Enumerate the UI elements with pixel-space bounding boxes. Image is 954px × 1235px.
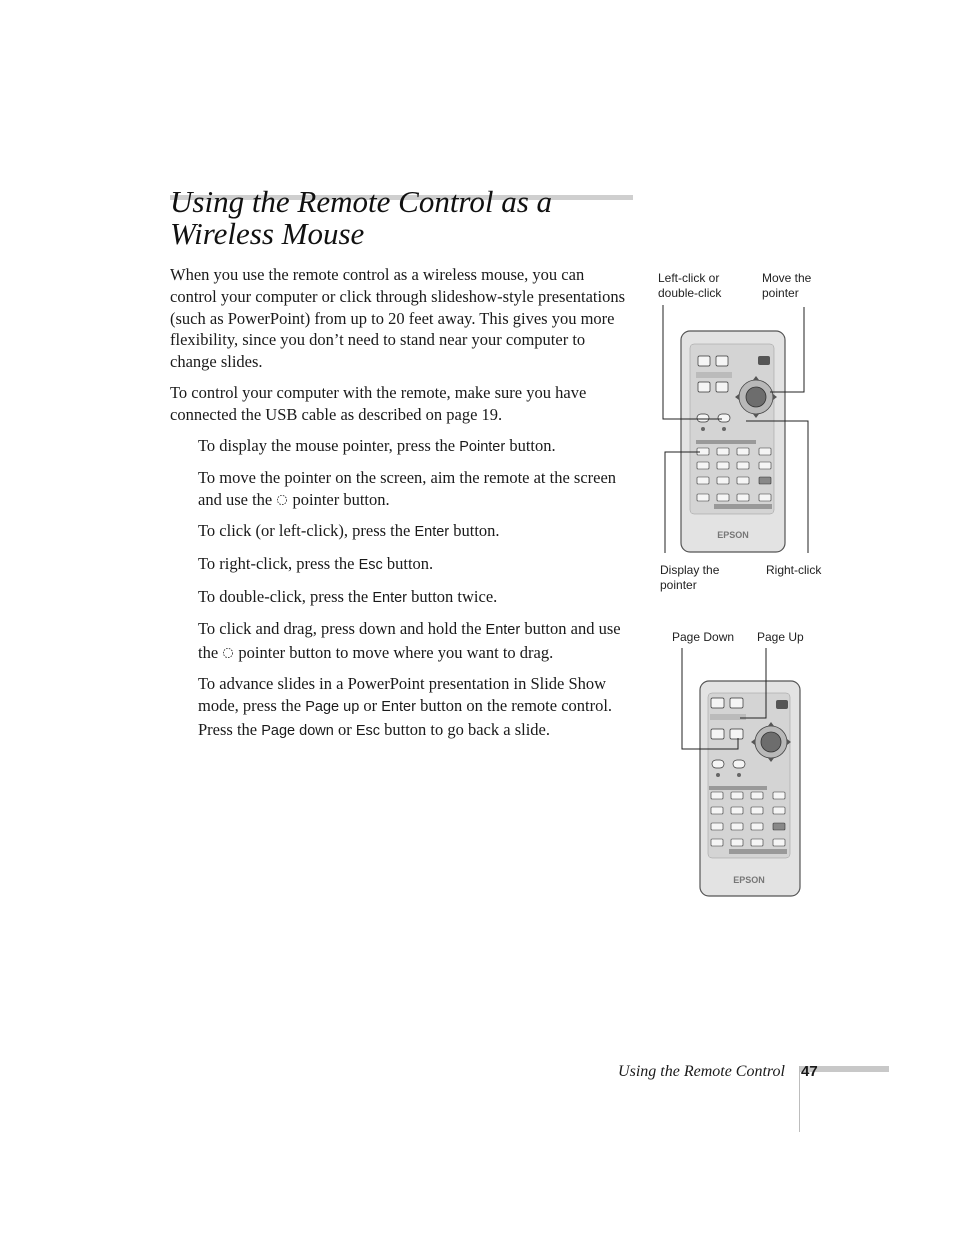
- step-advance-slides: To advance slides in a PowerPoint presentation in Slide Show mode, press the Page up or Enter button on the remote control. Press the Page down or Esc button to go back a slide.: [198, 673, 613, 739]
- step-move-pointer: To move the pointer on the screen, aim the remote at the screen and use the pointer button.: [198, 468, 617, 510]
- label-left-click: Left-click or double-click: [658, 271, 722, 300]
- intro-paragraph: When you use the remote control as a wireless mouse, you can control your computer or click through slideshow-style presentations (such as PowerPoint) from up to 20 feet away. This gives you more flexibility, since you don’t need to stand near your computer to change slides.: [170, 265, 626, 372]
- esc-button-name: Esc: [358, 556, 383, 573]
- enter-button-name: Enter: [485, 622, 521, 639]
- footer-section-title: Using the Remote Control: [618, 1063, 785, 1080]
- page-number: 47: [801, 1063, 818, 1080]
- steps-list: [198, 435, 632, 743]
- label-right-click: Right-click: [766, 563, 822, 577]
- pointer-button-name: Pointer: [459, 438, 506, 455]
- step-click-drag: To click and drag, press down and hold the Enter button and use the pointer button to move where you want to drag.: [198, 619, 621, 663]
- remote-control-figure-2: [699, 680, 802, 898]
- page-up-button-name: Page up: [305, 698, 360, 715]
- page-title: Using the Remote Control as a Wireless Mouse: [170, 184, 553, 251]
- pointer-pad-icon: [276, 494, 288, 506]
- label-page-down: Page Down: [672, 630, 735, 644]
- remote-control-figure-1: [680, 330, 787, 555]
- label-page-up: Page Up: [757, 630, 804, 644]
- label-move-pointer: Move the pointer: [762, 271, 812, 300]
- body-text: [170, 264, 632, 751]
- label-display-pointer: Display the pointer: [660, 563, 720, 592]
- pointer-pad-icon: [222, 647, 234, 659]
- step-double-click: To double-click, press the Enter button twice.: [198, 586, 498, 606]
- brand-logo: EPSON: [717, 530, 749, 540]
- enter-button-name: Enter: [372, 589, 408, 606]
- brand-logo: EPSON: [733, 875, 765, 885]
- enter-button-name: Enter: [414, 523, 450, 540]
- footer-divider: [799, 1066, 800, 1132]
- step-display-pointer: To display the mouse pointer, press the Pointer button.: [198, 435, 556, 455]
- esc-button-name: Esc: [355, 722, 380, 739]
- step-left-click: To click (or left-click), press the Enter button.: [198, 520, 500, 540]
- page-down-button-name: Page down: [261, 722, 334, 739]
- enter-button-name: Enter: [381, 698, 416, 715]
- intro-paragraph: To control your computer with the remote, make sure you have connected the USB cable as described on page 19.: [170, 382, 587, 424]
- step-right-click: To right-click, press the Esc button.: [198, 553, 434, 573]
